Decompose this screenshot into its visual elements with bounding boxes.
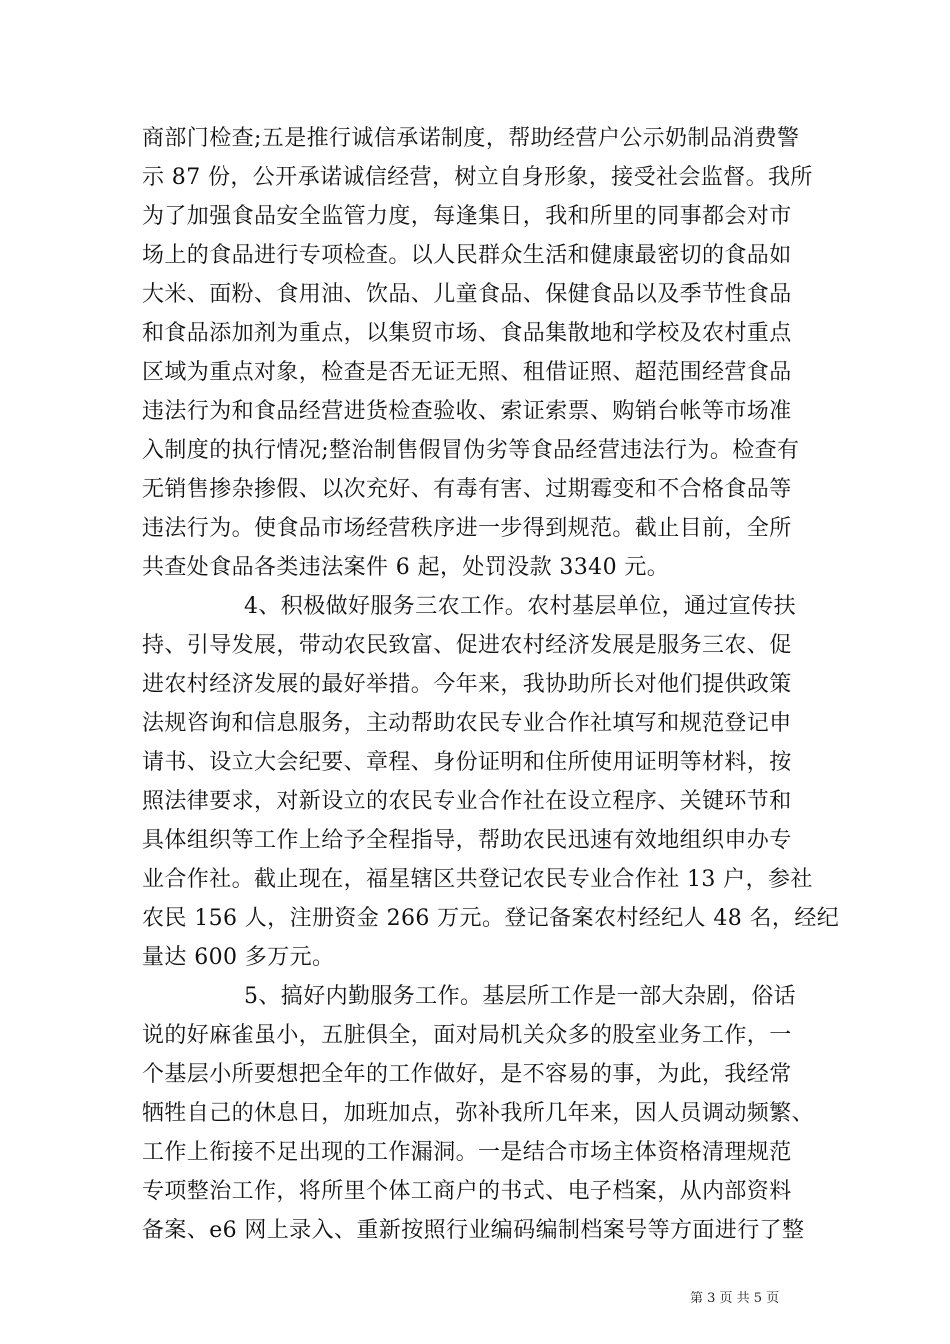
text-line: 量达 600 多万元。 <box>142 945 335 970</box>
text-line: 请书、设立大会纪要、章程、身份证明和住所使用证明等材料，按 <box>142 750 792 775</box>
text-line: 大米、面粉、食用油、饮品、儿童食品、保健食品以及季节性食品 <box>142 282 792 307</box>
text-line: 个基层小所要想把全年的工作做好，是不容易的事，为此，我经常 <box>142 1062 792 1087</box>
text-line: 农民 156 人，注册资金 266 万元。登记备案农村经纪人 48 名，经纪 <box>142 906 840 931</box>
text-line: 区域为重点对象，检查是否无证无照、租借证照、超范围经营食品 <box>142 360 792 385</box>
text-line: 违法行为。使食品市场经营秩序进一步得到规范。截止目前，全所 <box>142 516 792 541</box>
text-line: 业合作社。截止现在，福星辖区共登记农民专业合作社 13 户，参社 <box>142 867 813 892</box>
text-line: 为了加强食品安全监管力度，每逢集日，我和所里的同事都会对市 <box>142 204 792 229</box>
text-line: 进农村经济发展的最好举措。今年来，我协助所长对他们提供政策 <box>142 672 792 697</box>
text-line: 持、引导发展，带动农民致富、促进农村经济发展是服务三农、促 <box>142 633 792 658</box>
text-line: 具体组织等工作上给予全程指导，帮助农民迅速有效地组织申办专 <box>142 828 792 853</box>
text-line: 牺牲自己的休息日，加班加点，弥补我所几年来，因人员调动频繁、 <box>142 1101 815 1126</box>
text-line: 专项整治工作，将所里个体工商户的书式、电子档案，从内部资料 <box>142 1179 792 1204</box>
page-number: 第 3 页 共 5 页 <box>690 1291 780 1306</box>
text-line: 共查处食品各类违法案件 6 起，处罚没款 3340 元。 <box>142 555 670 580</box>
paragraph-heading-4: 4、积极做好服务三农工作。农村基层单位，通过宣传扶 <box>244 594 796 619</box>
paragraph-heading-5: 5、搞好内勤服务工作。基层所工作是一部大杂剧，俗话 <box>244 984 796 1009</box>
text-line: 商部门检查;五是推行诚信承诺制度，帮助经营户公示奶制品消费警 <box>142 126 800 151</box>
text-line: 场上的食品进行专项检查。以人民群众生活和健康最密切的食品如 <box>142 243 792 268</box>
text-line: 法规咨询和信息服务，主动帮助农民专业合作社填写和规范登记申 <box>142 711 792 736</box>
text-line: 示 87 份，公开承诺诚信经营，树立自身形象，接受社会监督。我所 <box>142 165 813 190</box>
text-line: 工作上衔接不足出现的工作漏洞。一是结合市场主体资格清理规范 <box>142 1140 792 1165</box>
text-line: 入制度的执行情况;整治制售假冒伪劣等食品经营违法行为。检查有 <box>142 438 800 463</box>
text-line: 照法律要求，对新设立的农民专业合作社在设立程序、关键环节和 <box>142 789 792 814</box>
text-line: 备案、e6 网上录入、重新按照行业编码编制档案号等方面进行了整 <box>142 1218 805 1243</box>
text-line: 和食品添加剂为重点，以集贸市场、食品集散地和学校及农村重点 <box>142 321 792 346</box>
text-line: 说的好麻雀虽小，五脏俱全，面对局机关众多的股室业务工作，一 <box>142 1023 792 1048</box>
text-line: 无销售掺杂掺假、以次充好、有毒有害、过期霉变和不合格食品等 <box>142 477 792 502</box>
text-line: 违法行为和食品经营进货检查验收、索证索票、购销台帐等市场准 <box>142 399 792 424</box>
